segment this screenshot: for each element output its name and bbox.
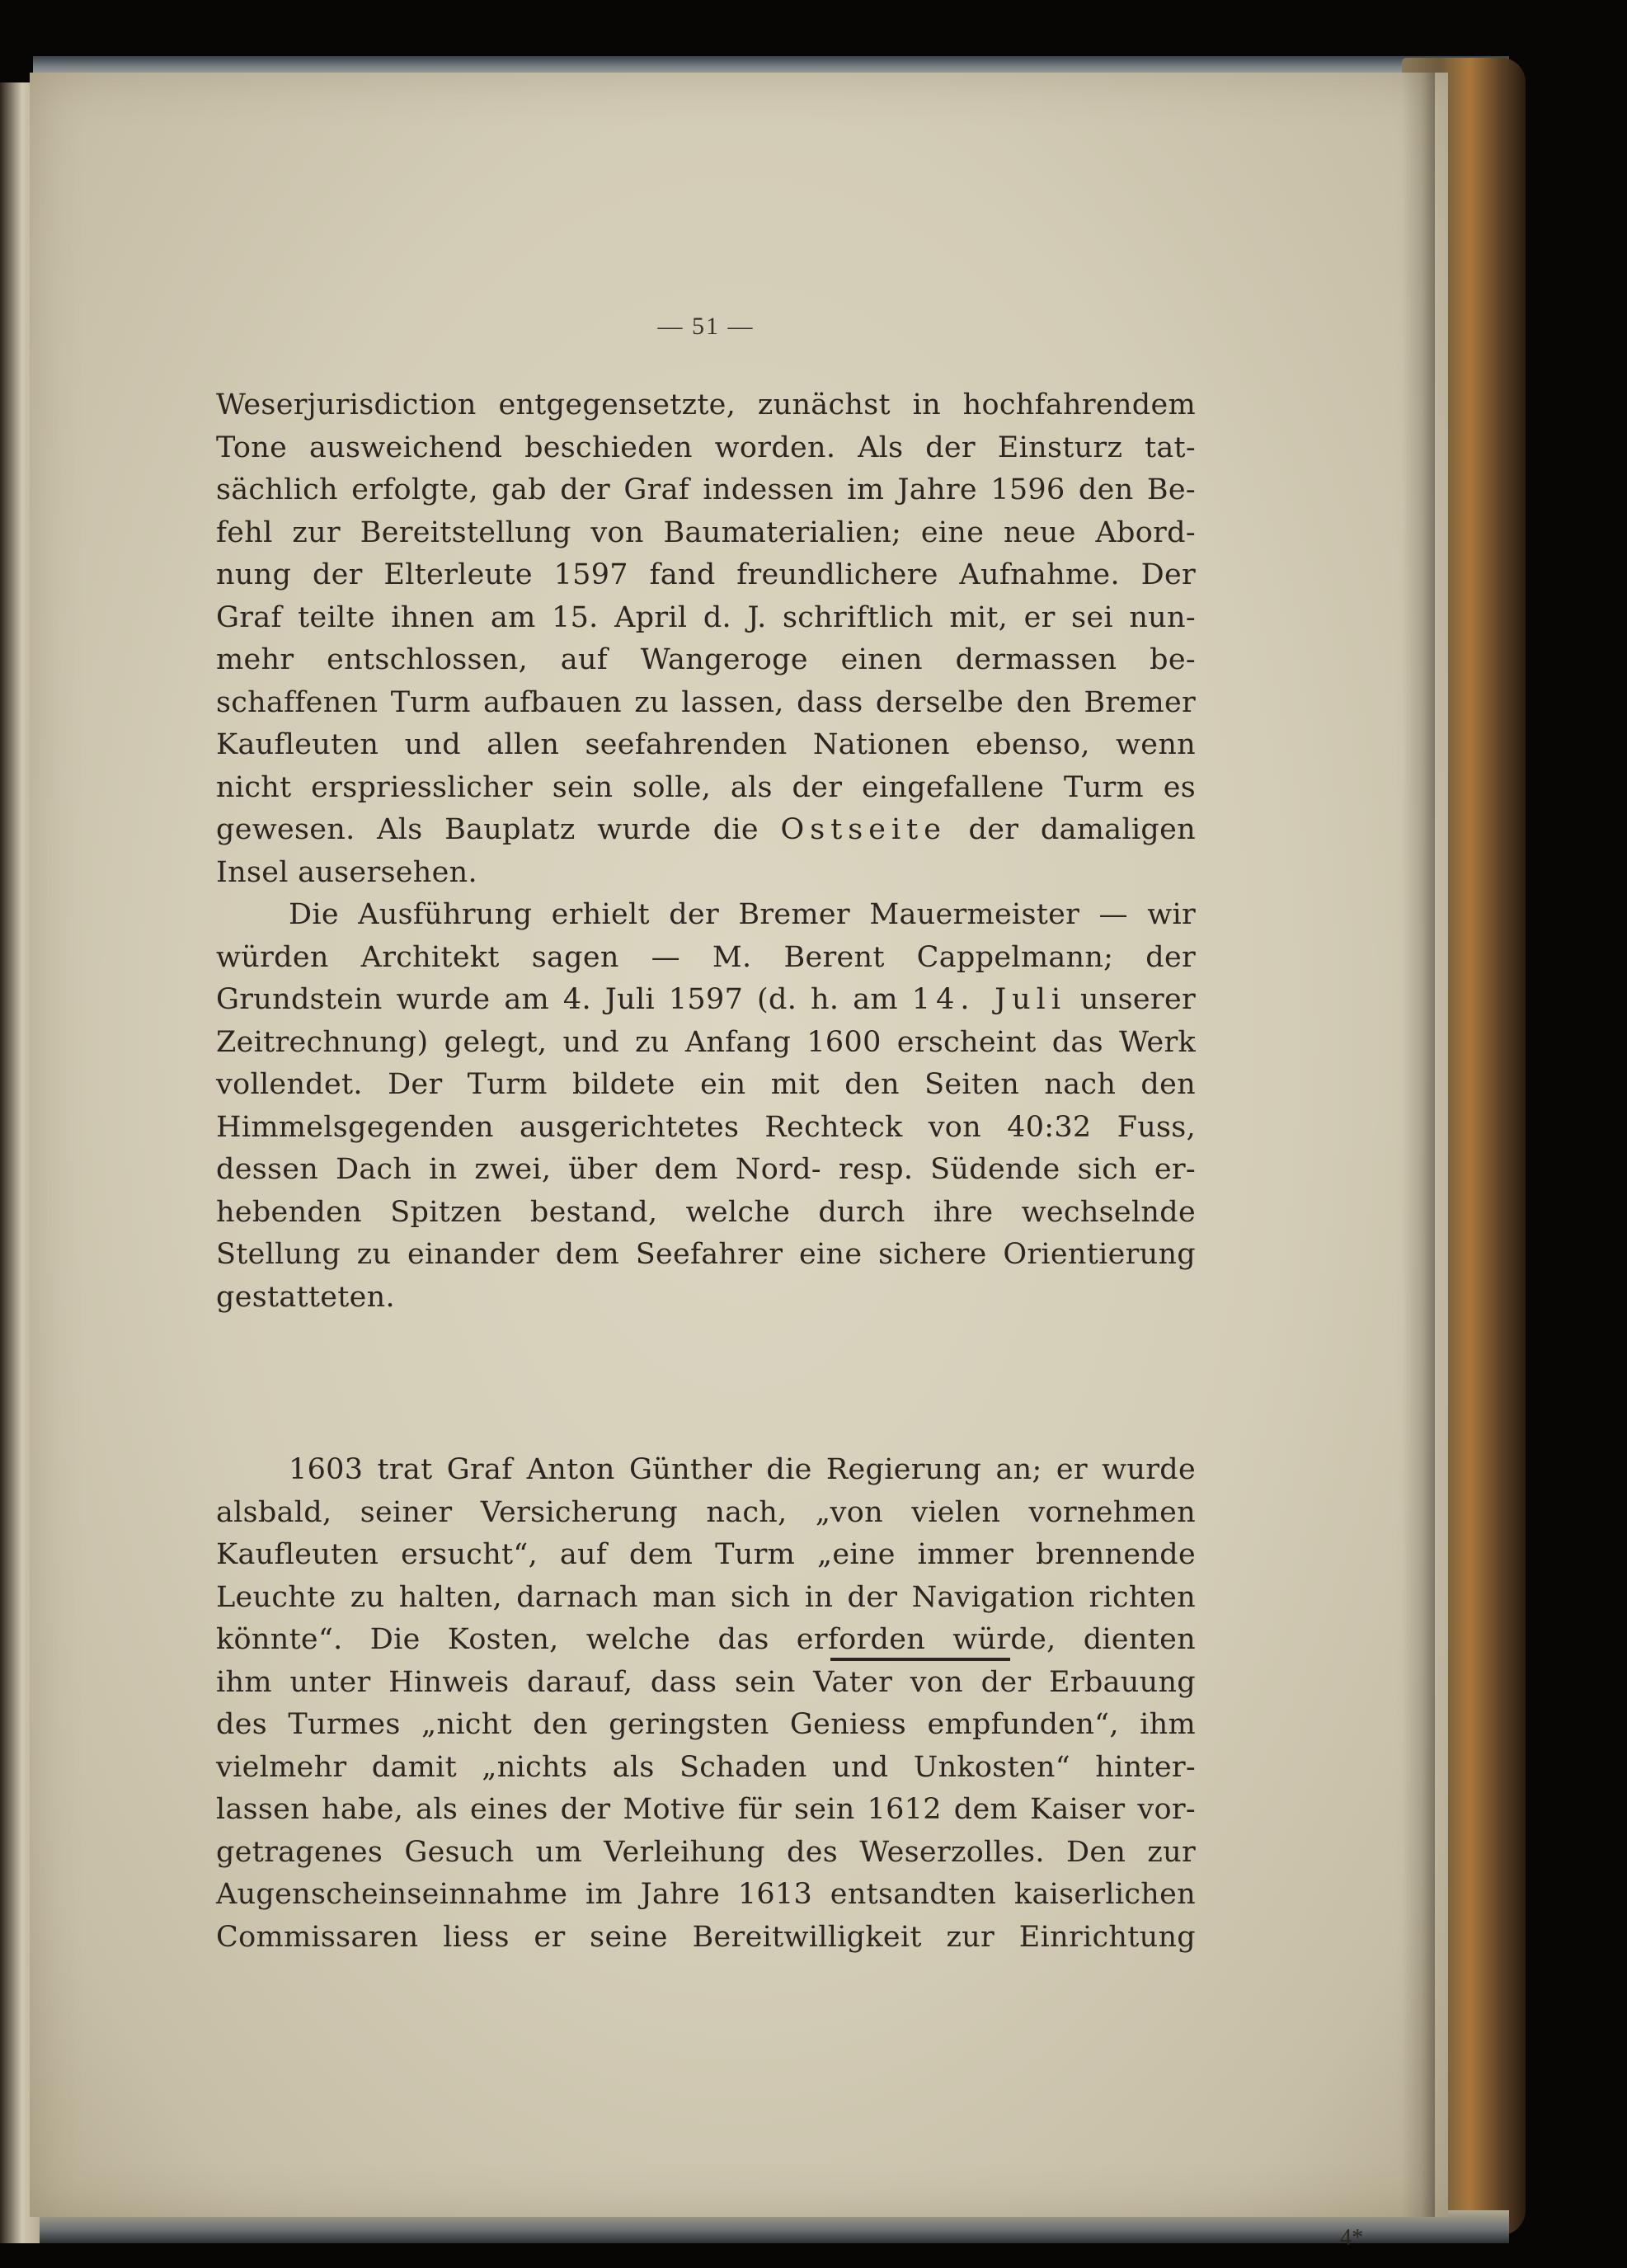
- text-line: könnte“. Die Kosten, welche das erforden würde, dienten: [216, 1623, 1196, 1656]
- paragraph-3: [216, 1449, 1196, 1959]
- text-line: des Turmes „nicht den geringsten Geniess empfunden“, ihm: [216, 1708, 1196, 1741]
- text-line: [216, 809, 1196, 852]
- page-fold-shadow: [1402, 73, 1435, 2217]
- text-line: Commissaren liess er seine Bereitwilligkeit zur Einrichtung: [216, 1920, 1196, 1954]
- text-line: getragenes Gesuch um Verleihung des Weserzolles. Den zur: [216, 1835, 1196, 1869]
- text-line: gestatteten.: [216, 1280, 395, 1314]
- text-line: schaffenen Turm aufbauen zu lassen, dass derselbe den Bremer: [216, 685, 1196, 719]
- text-line: Kaufleuten und allen seefahrenden Nationen ebenso, wenn: [216, 728, 1196, 761]
- text-line: Zeitrechnung) gelegt, und zu Anfang 1600 erscheint das Werk: [216, 1025, 1196, 1059]
- text-line: Kaufleuten ersucht“, auf dem Turm „eine immer brennende: [216, 1538, 1196, 1571]
- page-number: — 51 —: [657, 313, 755, 340]
- text-line: sächlich erfolgte, gab der Graf indessen im Jahre 1596 den Be-: [216, 473, 1196, 506]
- text-line: fehl zur Bereitstellung von Baumaterialien; eine neue Abord-: [216, 515, 1196, 549]
- text-line: Leuchte zu halten, darnach man sich in der Navigation richten: [216, 1580, 1196, 1614]
- text-line: alsbald, seiner Versicherung nach, „von vielen vornehmen: [216, 1495, 1196, 1529]
- text-segment: der damaligen: [968, 813, 1196, 846]
- paragraph-1: [216, 384, 1196, 894]
- text-line: Stellung zu einander dem Seefahrer eine sichere Orientierung: [216, 1238, 1196, 1271]
- text-line: vielmehr damit „nichts als Schaden und Unkosten“ hinter-: [216, 1750, 1196, 1784]
- paragraph-2: [216, 894, 1196, 1319]
- text-line: würden Architekt sagen — M. Berent Cappelmann; der: [216, 940, 1196, 974]
- text-line: Augenscheinseinnahme im Jahre 1613 entsandten kaiserlichen: [216, 1878, 1196, 1911]
- spaced-emphasis: 14. Juli: [911, 983, 1067, 1016]
- text-line: ihm unter Hinweis darauf, dass sein Vater von der Erbauung: [216, 1665, 1196, 1699]
- text-line: nung der Elterleute 1597 fand freundlichere Aufnahme. Der: [216, 558, 1196, 591]
- text-line: lassen habe, als eines der Motive für sein 1612 dem Kaiser vor-: [216, 1793, 1196, 1826]
- text-line: [216, 979, 1196, 1022]
- text-segment: Grundstein wurde am 4. Juli 1597 (d. h. am: [216, 983, 898, 1016]
- spaced-emphasis: Ostseite: [780, 813, 947, 846]
- signature-mark: 4*: [1340, 2225, 1364, 2251]
- text-line: mehr entschlossen, auf Wangeroge einen dermassen be-: [216, 643, 1196, 676]
- text-line: Tone ausweichend beschieden worden. Als der Einsturz tat-: [216, 431, 1196, 464]
- text-line: Himmelsgegenden ausgerichtetes Rechteck von 40:32 Fuss,: [216, 1110, 1196, 1144]
- text-line: Graf teilte ihnen am 15. April d. J. schriftlich mit, er sei nun-: [216, 600, 1196, 634]
- text-line: dessen Dach in zwei, über dem Nord- resp. Südende sich er-: [216, 1153, 1196, 1186]
- text-line: Die Ausführung erhielt der Bremer Mauermeister — wir: [289, 898, 1196, 931]
- text-line: vollendet. Der Turm bildete ein mit den Seiten nach den: [216, 1068, 1196, 1101]
- text-segment: gewesen. Als Bauplatz wurde die: [216, 813, 759, 846]
- section-divider: [830, 1658, 1010, 1661]
- text-line: Insel ausersehen.: [216, 855, 477, 889]
- text-line: hebenden Spitzen bestand, welche durch ihre wechselnde: [216, 1195, 1196, 1229]
- text-line: Weserjurisdiction entgegensetzte, zunächst in hochfahrendem: [216, 388, 1196, 421]
- text-line: nicht erspriesslicher sein solle, als der eingefallene Turm es: [216, 770, 1196, 804]
- text-segment: unserer: [1079, 983, 1196, 1016]
- text-line: 1603 trat Graf Anton Günther die Regierung an; er wurde: [289, 1453, 1196, 1486]
- text-block: [216, 305, 1364, 2251]
